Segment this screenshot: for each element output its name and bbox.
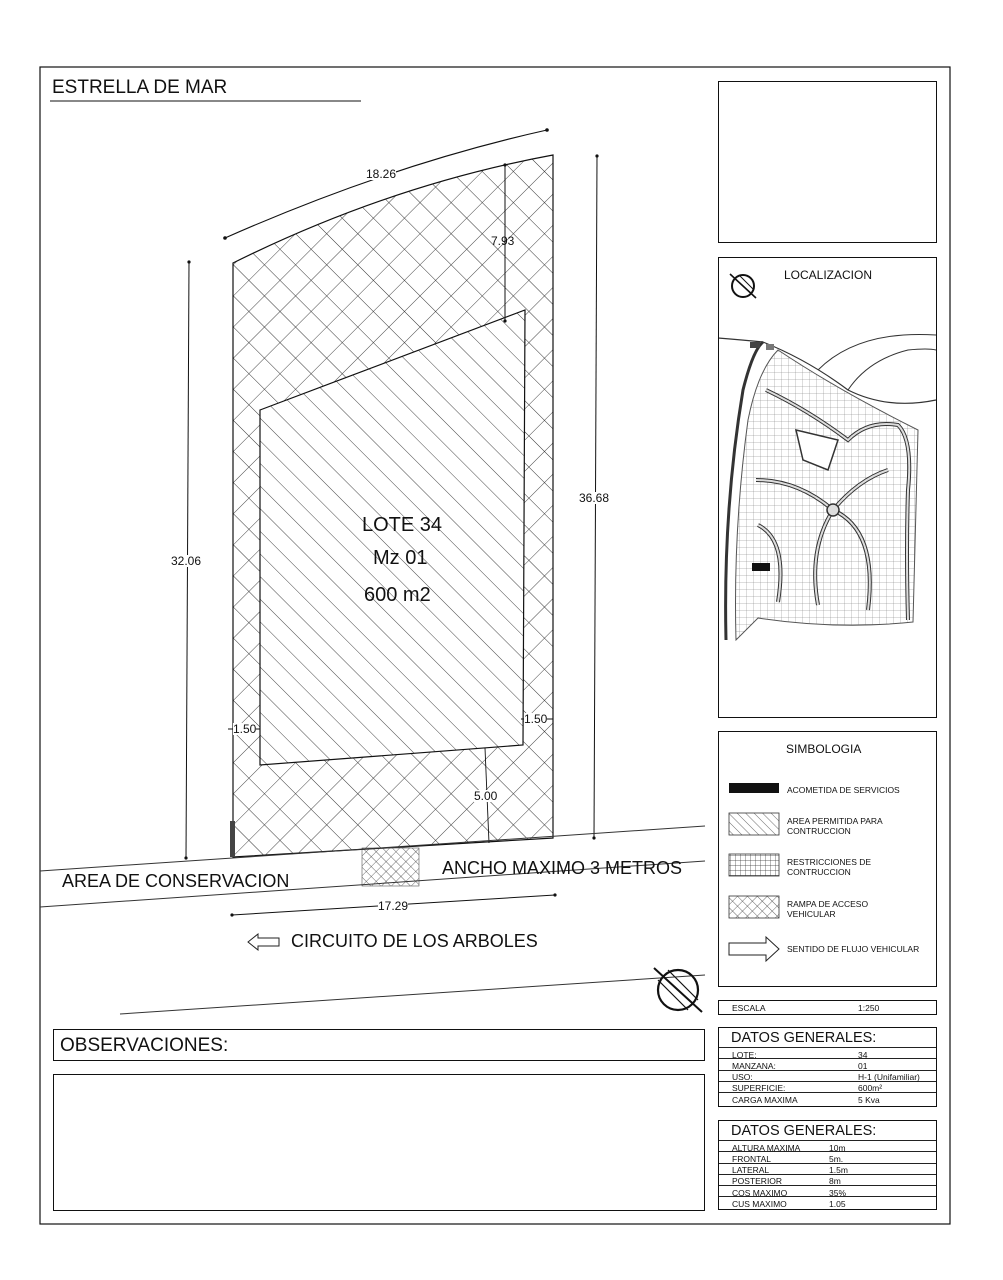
escala-row: [718, 1000, 937, 1015]
localizacion-title: LOCALIZACION: [784, 268, 873, 282]
street-edge-3: [120, 975, 705, 1014]
service-connection-bar: [230, 821, 235, 857]
table-row: ALTURA MAXIMA 10m: [719, 1141, 936, 1152]
legend-label-restricted: RESTRICCIONES DE CONTRUCCION: [787, 857, 872, 877]
dim-right-setback-label: 1.50: [524, 712, 548, 726]
observaciones-field: [53, 1074, 705, 1211]
table-row: POSTERIOR 8m: [719, 1175, 936, 1186]
conservation-area-label: AREA DE CONSERVACION: [62, 871, 290, 891]
max-width-label: ANCHO MAXIMO 3 METROS: [442, 858, 683, 878]
title-block-empty: [718, 81, 937, 243]
block-label: Mz 01: [373, 547, 428, 569]
table-row: SUPERFICIE: 600m²: [719, 1082, 936, 1093]
dim-front-width-label: 17.29: [378, 899, 409, 913]
dim-front-setback-label: 5.00: [474, 789, 498, 803]
escala-label: ESCALA: [732, 1003, 766, 1013]
table-row: COS MAXIMO 35%: [719, 1186, 936, 1197]
table-row: LOTE: 34: [719, 1048, 936, 1059]
datos-generales-2-title: DATOS GENERALES:: [731, 1123, 877, 1139]
simbologia-title: SIMBOLOGIA: [786, 742, 862, 756]
datos-generales-1: [718, 1027, 937, 1107]
localizacion-panel: [718, 257, 937, 718]
table-row: CARGA MAXIMA 5 Kva: [732, 1094, 880, 1105]
dim-top-arc-label: 18.26: [366, 167, 397, 181]
legend-label-ramp: RAMPA DE ACCESO VEHICULAR: [787, 899, 869, 919]
access-ramp: [362, 848, 419, 886]
observaciones-header: [53, 1029, 705, 1061]
lot-label: LOTE 34: [362, 514, 443, 536]
table-row: LATERAL 1.5m: [719, 1164, 936, 1175]
escala-value: 1:250: [858, 1003, 880, 1013]
table-row: CUS MAXIMO 1.05: [732, 1199, 846, 1209]
dim-top-setback-label: 7.93: [491, 234, 515, 248]
page-title: ESTRELLA DE MAR: [52, 77, 228, 98]
dim-left-setback-label: 1.50: [233, 722, 257, 736]
legend-label-permitted: AREA PERMITIDA PARA CONTRUCCION: [787, 816, 883, 836]
north-symbol-icon: [654, 968, 702, 1012]
datos-generales-1-title: DATOS GENERALES:: [731, 1030, 877, 1046]
dim-right-side-label: 36.68: [579, 491, 610, 505]
area-label: 600 m2: [364, 584, 431, 606]
table-row: MANZANA: 01: [719, 1059, 936, 1070]
left-arrow-icon: [248, 934, 279, 950]
table-row: USO: H-1 (Unifamiliar): [719, 1071, 936, 1082]
table-row: FRONTAL 5m.: [719, 1152, 936, 1163]
legend-label-flow: SENTIDO DE FLUJO VEHICULAR: [787, 944, 920, 954]
observaciones-title: OBSERVACIONES:: [60, 1035, 229, 1056]
simbologia-panel: [718, 731, 937, 987]
dim-left-side-label: 32.06: [171, 554, 202, 568]
legend-label-service: ACOMETIDA DE SERVICIOS: [787, 785, 900, 795]
street-name-label: CIRCUITO DE LOS ARBOLES: [291, 931, 538, 951]
datos-generales-2: [718, 1120, 937, 1210]
